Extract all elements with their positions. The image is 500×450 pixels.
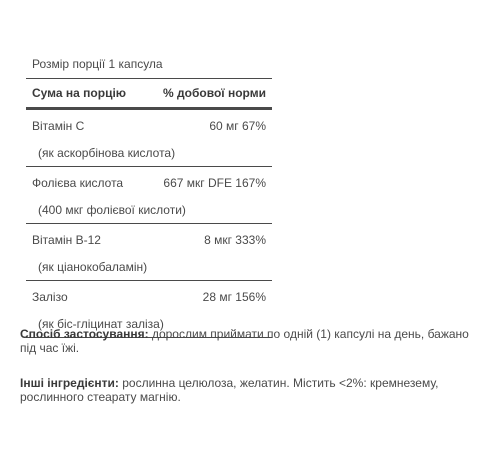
nutrient-source: (як біс-гліцинат заліза) bbox=[38, 317, 164, 331]
daily-value-header: % добової норми bbox=[163, 86, 266, 100]
nutrient-source: (400 мкг фолієвої кислоти) bbox=[38, 203, 186, 217]
usage-instructions bbox=[20, 327, 482, 355]
nutrient-amount: 28 мг 156% bbox=[202, 290, 266, 304]
nutrient-name: Вітамін C bbox=[32, 119, 85, 133]
nutrient-amount: 667 мкг DFE 167% bbox=[163, 176, 266, 190]
nutrient-source: (як аскорбінова кислота) bbox=[38, 146, 176, 160]
other-ingredients bbox=[20, 376, 482, 404]
other-ingredients-text: рослинна целюлоза, желатин. Містить <2%: кремнезему, рослинного стеарату магнію. bbox=[20, 376, 439, 404]
nutrient-row-folic-acid bbox=[26, 169, 272, 224]
nutrient-row-vitamin-b12 bbox=[26, 226, 272, 281]
table-header bbox=[26, 79, 272, 110]
nutrient-source: (як ціанокобаламін) bbox=[38, 260, 148, 274]
nutrient-name: Вітамін B-12 bbox=[32, 233, 101, 247]
nutrient-name: Залізо bbox=[32, 290, 68, 304]
amount-per-serving-header: Сума на порцію bbox=[32, 86, 127, 100]
nutrient-row-vitamin-c bbox=[26, 112, 272, 167]
nutrient-amount: 8 мкг 333% bbox=[204, 233, 266, 247]
serving-size: Розмір порції 1 капсула bbox=[26, 50, 272, 79]
supplement-facts-table bbox=[26, 50, 272, 338]
other-ingredients-label: Інші інгредієнти: bbox=[20, 376, 119, 390]
usage-label: Спосіб застосування: bbox=[20, 327, 149, 341]
nutrient-name: Фолієва кислота bbox=[32, 176, 124, 190]
nutrient-amount: 60 мг 67% bbox=[209, 119, 266, 133]
usage-text: дорослим приймати по одній (1) капсулі на день, бажано під час їжі. bbox=[20, 327, 469, 355]
